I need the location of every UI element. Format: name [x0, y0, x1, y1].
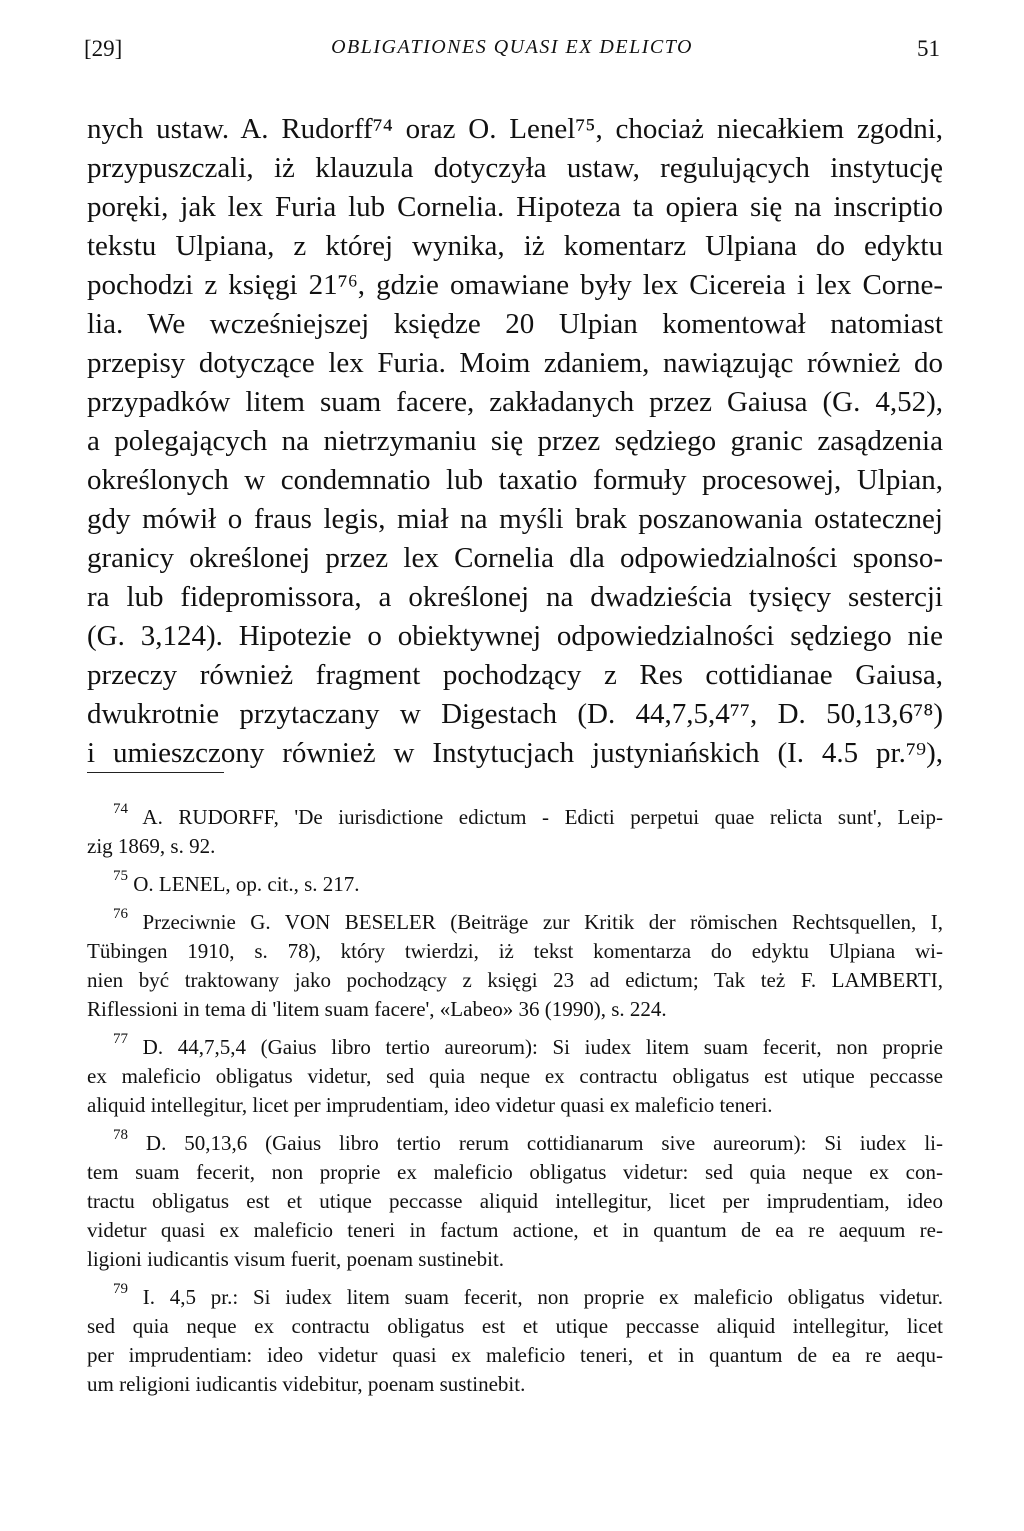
footnote-text: Tübingen 1910, s. 78), który twierdzi, iż tekst komentarza do edyktu Ulpiana wi-	[87, 939, 943, 963]
footnote-gap	[87, 1120, 943, 1129]
footnote-text: D. 44,7,5,4 (Gaius libro tertio aureorum): Si iudex litem suam fecerit, non proprie	[142, 1035, 944, 1059]
footnote-line	[87, 908, 943, 937]
text-line: określonych w condemnatio lub taxatio formuły procesowej, Ulpian,	[87, 464, 943, 496]
text-line: lia. We wcześniejszej księdze 20 Ulpian komentował natomiast	[87, 308, 943, 340]
footnote-gap	[87, 1274, 943, 1283]
footnote-77	[87, 1033, 943, 1120]
footnote-line	[87, 832, 943, 861]
footnote-line	[87, 1158, 943, 1187]
footnote-text: Przeciwnie G. VON BESELER (Beiträge zur Kritik der römischen Rechtsquellen, I,	[142, 910, 943, 934]
text-line: gdy mówił o fraus legis, miał na myśli brak poszanowania ostatecznej	[87, 503, 943, 535]
footnote-text: Riflessioni in tema di 'litem suam facere', «Labeo» 36 (1990), s. 224.	[87, 997, 667, 1021]
text-line: przypadków litem suam facere, zakładanych przez Gaiusa (G. 4,52),	[87, 386, 943, 418]
footnote-78	[87, 1129, 943, 1274]
footnote-gap	[87, 861, 943, 870]
footnote-line	[87, 870, 943, 899]
footnote-text: tem suam fecerit, non proprie ex maleficio obligatus videtur: sed quia neque ex con-	[87, 1160, 943, 1184]
footnote-76	[87, 908, 943, 1024]
text-line: nych ustaw. A. Rudorff⁷⁴ oraz O. Lenel⁷⁵, chociaż niecałkiem zgodni,	[87, 113, 943, 145]
footnote-number: 79	[113, 1281, 128, 1297]
running-title: OBLIGATIONES QUASI EX DELICTO	[331, 36, 693, 58]
footnote-number: 74	[113, 801, 128, 817]
footnote-text: I. 4,5 pr.: Si iudex litem suam fecerit, non proprie ex maleficio obligatus videtur.	[142, 1285, 944, 1309]
footnote-separator	[87, 772, 224, 773]
footnote-line	[87, 1062, 943, 1091]
footnote-74	[87, 803, 943, 861]
footnote-text: aliquid intellegitur, licet per imprudentiam, ideo videtur quasi ex maleficio teneri.	[87, 1093, 773, 1117]
footnote-text: ex maleficio obligatus videtur, sed quia neque ex contractu obligatus est utique peccasse	[87, 1064, 943, 1088]
footnote-line	[87, 995, 943, 1024]
footnote-text: A. RUDORFF, 'De iurisdictione edictum - Edicti perpetui quae relicta sunt', Leip-	[142, 805, 943, 829]
footnote-gap	[87, 899, 943, 908]
footnote-line	[87, 1216, 943, 1245]
text-line: przypuszczali, iż klauzula dotyczyła ustaw, regulujących instytucję	[87, 152, 943, 184]
text-line: pochodzi z księgi 21⁷⁶, gdzie omawiane były lex Cicereia i lex Corne-	[87, 269, 943, 301]
text-line: poręki, jak lex Furia lub Cornelia. Hipoteza ta opiera się na inscriptio	[87, 191, 943, 223]
footnote-75	[87, 870, 943, 899]
footnote-text: um religioni iudicantis videbitur, poenam sustinebit.	[87, 1372, 526, 1396]
footnote-number: 78	[113, 1127, 128, 1143]
footnote-line	[87, 1033, 943, 1062]
footnote-line	[87, 1245, 943, 1274]
text-line: przeczy również fragment pochodzący z Res cottidianae Gaiusa,	[87, 659, 943, 691]
footnote-text: D. 50,13,6 (Gaius libro tertio rerum cottidianarum sive aureorum): Si iudex li-	[145, 1131, 944, 1155]
text-line: dwukrotnie przytaczany w Digestach (D. 44,7,5,4⁷⁷, D. 50,13,6⁷⁸)	[87, 698, 943, 730]
footnote-text: per imprudentiam: ideo videtur quasi ex maleficio teneri, et in quantum de ea re aequ-	[87, 1343, 943, 1367]
footnote-line	[87, 937, 943, 966]
running-header	[84, 36, 940, 66]
footnote-line	[87, 803, 943, 832]
footnote-line	[87, 1187, 943, 1216]
footnote-text: ligioni iudicantis visum fuerit, poenam sustinebit.	[87, 1247, 505, 1271]
footnote-line	[87, 1370, 943, 1399]
footnote-line	[87, 1341, 943, 1370]
footnotes	[87, 803, 943, 1399]
footnote-text: zig 1869, s. 92.	[87, 834, 216, 858]
footnote-79	[87, 1283, 943, 1399]
main-text	[87, 110, 943, 773]
footnote-text: O. LENEL, op. cit., s. 217.	[133, 872, 360, 896]
footnote-line	[87, 966, 943, 995]
text-line: a polegających na nietrzymaniu się przez sędziego granic zasądzenia	[87, 425, 943, 457]
footnote-text: nien być traktowany jako pochodzący z księgi 23 ad edictum; Tak też F. LAMBERTI,	[87, 968, 943, 992]
footnote-line	[87, 1091, 943, 1120]
footnote-line	[87, 1312, 943, 1341]
footnote-text: sed quia neque ex contractu obligatus est et utique peccasse aliquid intellegitur, licet	[87, 1314, 943, 1338]
footnote-text: videtur quasi ex maleficio teneri in factum actione, et in quantum de ea re aequum re-	[87, 1218, 943, 1242]
text-line: (G. 3,124). Hipotezie o obiektywnej odpowiedzialności sędziego nie	[87, 620, 943, 652]
text-line: ra lub fidepromissora, a określonej na dwadzieścia tysięcy sestercji	[87, 581, 943, 613]
footnote-number: 76	[113, 906, 128, 922]
footnote-line	[87, 1283, 943, 1312]
text-line: przepisy dotyczące lex Furia. Moim zdaniem, nawiązując również do	[87, 347, 943, 379]
footnote-number: 75	[113, 868, 128, 884]
text-line: tekstu Ulpiana, z której wynika, iż komentarz Ulpiana do edyktu	[87, 230, 943, 262]
chapter-number: [29]	[84, 36, 123, 61]
page-number: 51	[917, 36, 940, 61]
footnote-number: 77	[113, 1031, 128, 1047]
text-line: i umieszczony również w Instytucjach justyniańskich (I. 4.5 pr.⁷⁹),	[87, 737, 943, 769]
footnote-text: tractu obligatus est et utique peccasse aliquid intellegitur, licet per imprudentiam, ideo	[87, 1189, 943, 1213]
text-line: granicy określonej przez lex Cornelia dla odpowiedzialności sponso-	[87, 542, 943, 574]
footnote-line	[87, 1129, 943, 1158]
footnote-gap	[87, 1024, 943, 1033]
